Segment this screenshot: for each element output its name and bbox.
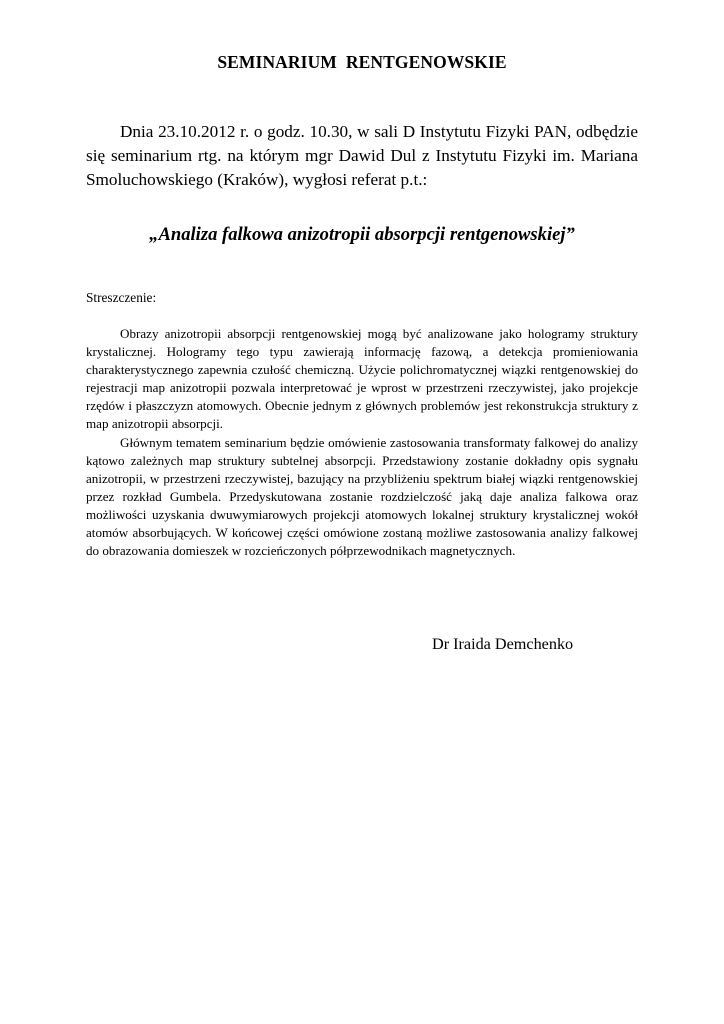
- abstract-paragraph: Głównym tematem seminarium będzie omówienie zastosowania transformaty falkowej do analizy kątowo zależnych map struktury subtelnej absorpcji. Przedstawiony zostanie dokładny opis sygnału anizotropii, w przestrzeni rzeczywistej, bazujący na przybliżeniu spektrum białej wiązki rentgenowskiej przez rozkład Gumbela. Przedyskutowana zostanie rozdzielczość jaką daje analiza falkowa oraz możliwości uzyskania dwuwymiarowych projekcji atomowych lokalnej struktury krystalicznej wokół atomów absorbujących. W końcowej części omówione zostaną możliwe zastosowania analizy falkowej do obrazowania domieszek w rozcieńczonych półprzewodnikach magnetycznych.: [86, 434, 638, 559]
- announcement-paragraph: Dnia 23.10.2012 r. o godz. 10.30, w sali D Instytutu Fizyki PAN, odbędzie się seminarium rtg. na którym mgr Dawid Dul z Instytutu Fizyki im. Mariana Smoluchowskiego (Kraków), wygłosi referat p.t.:: [86, 122, 638, 189]
- abstract-body: [86, 325, 638, 560]
- page-title: SEMINARIUM RENTGENOWSKIE: [217, 52, 507, 72]
- abstract-paragraph: Obrazy anizotropii absorpcji rentgenowskiej mogą być analizowane jako hologramy struktury krystalicznej. Hologramy tego typu zawierają informację fazową, a detekcja promieniowania charakterystycznego zapewnia czułość chemiczną. Użycie polichromatycznej wiązki rentgenowskiej do rejestracji map anizotropii pozwala interpretować je wprost w przestrzeni rzeczywistej, jako projekcje rzędów i płaszczyzn atomowych. Obecnie jednym z głównych problemów jest rekonstrukcja struktury z map anizotropii absorpcji.: [86, 326, 638, 432]
- abstract-label: Streszczenie:: [86, 290, 157, 305]
- signature: Dr Iraida Demchenko: [432, 635, 574, 653]
- lecture-title: „Analiza falkowa anizotropii absorpcji rentgenowskiej”: [149, 224, 575, 245]
